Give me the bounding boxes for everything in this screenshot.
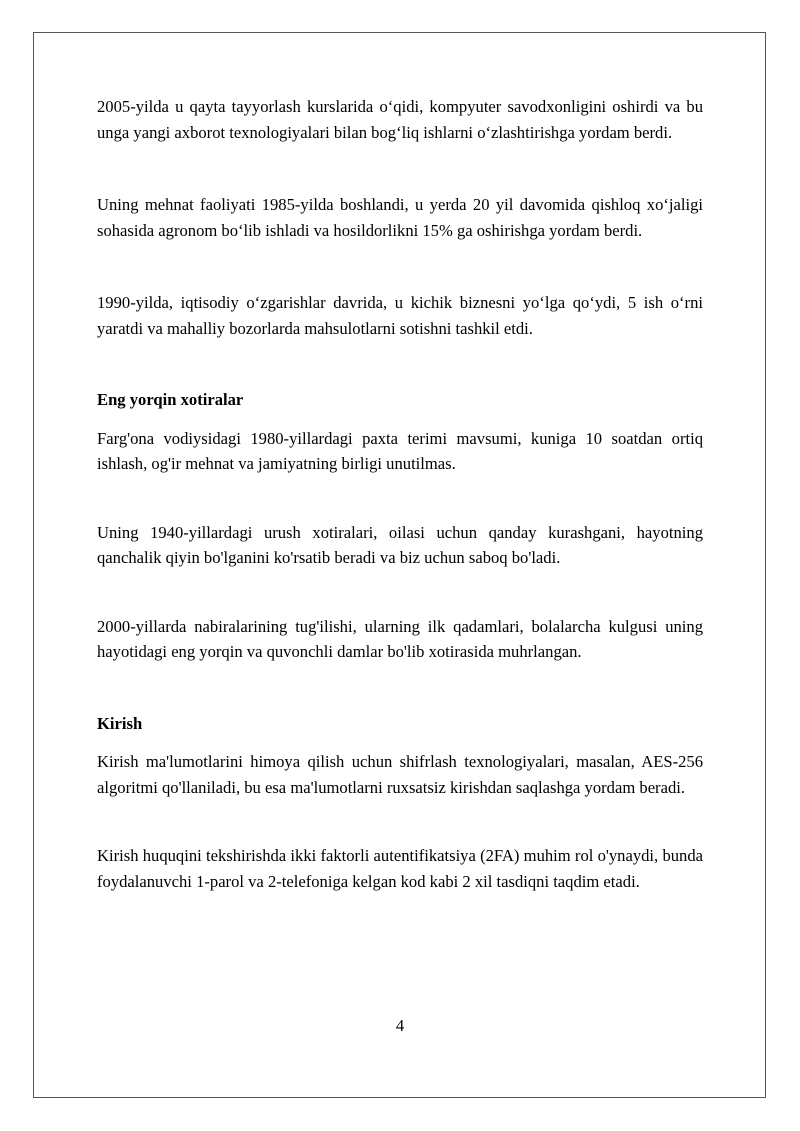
paragraph: Uning 1940-yillardagi urush xotiralari, oilasi uchun qanday kurashgani, hayotning qanchalik qiyin bo'lganini ko'rsatib beradi va biz uchun saboq bo'ladi.	[97, 522, 703, 567]
paragraph: Uning mehnat faoliyati 1985-yilda boshlandi, u yerda 20 yil davomida qishloq xo‘jaligi sohasida agronom bo‘lib ishladi va hosildorlikni 15% ga oshirishga yordam berdi.	[97, 195, 703, 240]
page-number: 4	[395, 1016, 405, 1035]
document-body	[97, 94, 703, 894]
paragraph: 2005-yilda u qayta tayyorlash kurslarida o‘qidi, kompyuter savodxonligini oshirdi va bu unga yangi axborot texnologiyalari bilan bog‘liq ishlarni o‘zlashtirishga yordam berdi.	[97, 97, 703, 142]
paragraph: Kirish ma'lumotlarini himoya qilish uchun shifrlash texnologiyalari, masalan, AES-256 algoritmi qo'llaniladi, bu esa ma'lumotlarni ruxsatsiz kirishdan saqlashga yordam beradi.	[97, 752, 703, 797]
paragraph: Farg'ona vodiysidagi 1980-yillardagi paxta terimi mavsumi, kuniga 10 soatdan ortiq ishlash, og'ir mehnat va jamiyatning birligi unutilmas.	[97, 428, 703, 473]
paragraph: 1990-yilda, iqtisodiy o‘zgarishlar davrida, u kichik biznesni yo‘lga qo‘ydi, 5 ish o‘rni yaratdi va mahalliy bozorlarda mahsulotlarni sotishni tashkil etdi.	[97, 293, 703, 338]
section-heading-memories: Eng yorqin xotiralar	[97, 390, 244, 409]
section-heading-kirish: Kirish	[97, 713, 143, 733]
paragraph: Kirish huquqini tekshirishda ikki faktorli autentifikatsiya (2FA) muhim rol o'ynaydi, bunda foydalanuvchi 1-parol va 2-telefoniga kelgan kod kabi 2 xil tasdiqni taqdim etadi.	[97, 846, 703, 891]
paragraph: 2000-yillarda nabiralarining tug'ilishi, ularning ilk qadamlari, bolalarcha kulgusi uning hayotidagi eng yorqin va quvonchli damlar bo'lib xotirasida muhrlangan.	[97, 616, 703, 661]
